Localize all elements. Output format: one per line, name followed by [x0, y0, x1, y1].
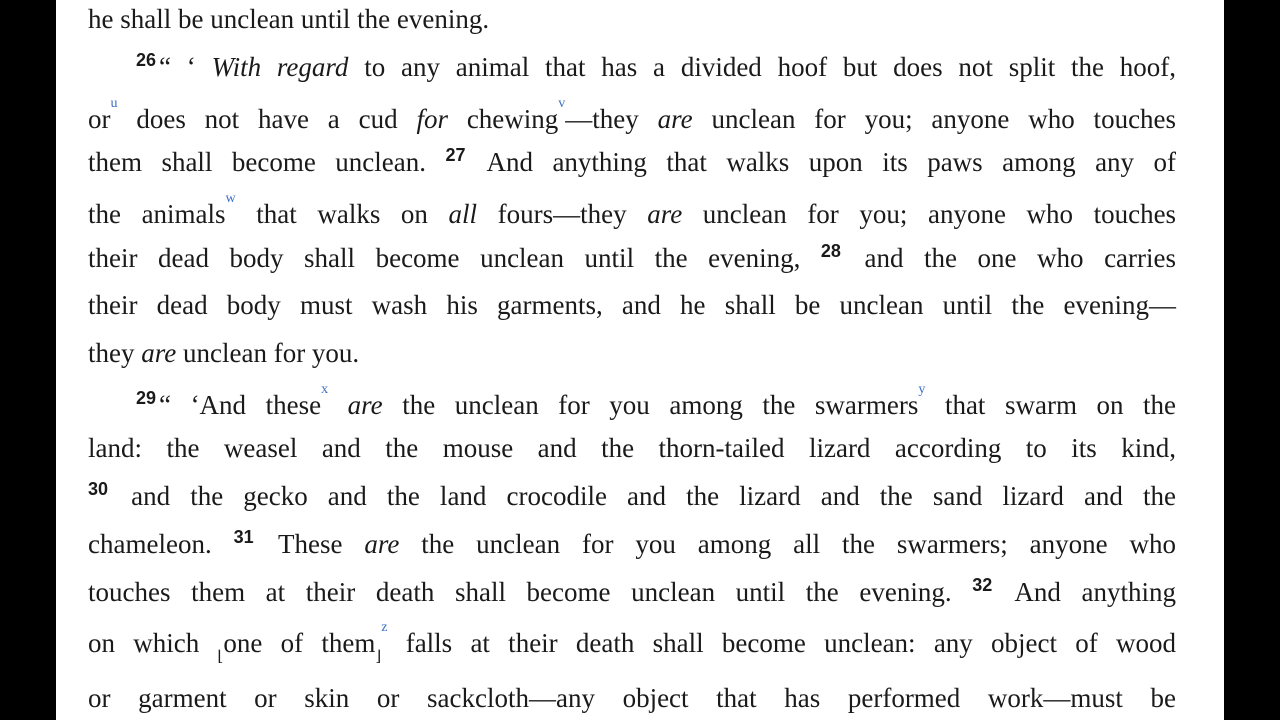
verse-text: the unclean for you among all the swarmers; anyone who	[421, 529, 1177, 559]
verse-text: And anything that walks upon its paws among any of	[486, 147, 1177, 177]
verse-text: one of them	[223, 628, 376, 658]
quote-mark: “ ‘	[159, 52, 196, 82]
text-line	[88, 576, 1176, 611]
text-line	[88, 528, 1176, 563]
verse-text: he shall be unclean until the evening.	[88, 4, 490, 34]
italic-word: are	[141, 338, 177, 368]
italic-word: all	[448, 199, 478, 229]
verse-text: their dead body must wash his garments, and he shall be unclean until the evening—	[88, 290, 1176, 320]
verse-number: 31	[233, 527, 254, 547]
verse-text: and the gecko and the land crocodile and the lizard and the sand lizard and the	[131, 481, 1177, 511]
verse-text: on which	[88, 628, 200, 658]
text-line	[88, 682, 1176, 714]
verse-number: 32	[972, 575, 993, 595]
verse-number: 30	[88, 479, 109, 499]
verse-text: they	[88, 338, 135, 368]
text-line	[136, 51, 1176, 86]
verse-text: chameleon.	[88, 529, 212, 559]
text-line	[136, 382, 1177, 424]
text-line	[88, 480, 1176, 515]
text-line	[88, 146, 1176, 181]
verse-text: unclean for you.	[183, 338, 360, 368]
verse-text: and the one who carries	[864, 243, 1177, 273]
italic-word: are	[647, 199, 683, 229]
verse-text: the unclean for you among the swarmers	[402, 390, 919, 420]
verse-text: falls at their death shall become unclean: any object of wood	[405, 628, 1177, 658]
verse-text: the animals	[88, 199, 226, 229]
verse-text: or	[88, 104, 111, 134]
italic-word: are	[364, 529, 400, 559]
verse-text: to any animal that has a divided hoof but does not split the hoof,	[364, 52, 1177, 82]
bracket-open: ⌊	[217, 649, 224, 665]
text-line	[88, 191, 1177, 230]
verse-text: —they	[565, 104, 639, 134]
verse-text: And anything	[1014, 577, 1177, 607]
verse-text: their dead body shall become unclean until the evening,	[88, 243, 801, 273]
footnote-link[interactable]: v	[558, 96, 566, 111]
verse-number: 26	[136, 50, 157, 70]
document-page	[56, 0, 1224, 720]
verse-text: unclean for you; anyone who touches	[702, 199, 1177, 229]
verse-text: chewing	[466, 104, 559, 134]
footnote-link[interactable]: u	[110, 96, 118, 111]
footnote-link[interactable]: x	[321, 382, 329, 397]
footnote-link[interactable]: y	[918, 382, 926, 397]
verse-text: unclean for you; anyone who touches	[711, 104, 1177, 134]
verse-text: fours—they	[497, 199, 627, 229]
text-line	[88, 3, 1176, 35]
text-line	[88, 289, 1176, 321]
verse-number: 27	[445, 145, 466, 165]
italic-word: are	[347, 390, 383, 420]
italic-word: for	[416, 104, 448, 134]
text-line	[88, 432, 1176, 464]
verse-text: or garment or skin or sackcloth—any object that has performed work—must be	[88, 683, 1176, 713]
footnote-link[interactable]: z	[381, 620, 388, 635]
verse-text: that walks on	[256, 199, 428, 229]
verse-text: does not have a cud	[136, 104, 398, 134]
verse-number: 29	[136, 388, 157, 408]
text-line	[88, 620, 1177, 665]
text-line	[88, 242, 1176, 277]
italic-word: With regard	[211, 52, 349, 82]
verse-number: 28	[820, 241, 841, 261]
verse-text: “ ‘And these	[159, 390, 322, 420]
verse-text: land: the weasel and the mouse and the thorn-tailed lizard according to its kind,	[88, 433, 1176, 463]
text-line	[88, 337, 1176, 369]
verse-text: that swarm on the	[944, 390, 1177, 420]
verse-text: touches them at their death shall become unclean until the evening.	[88, 577, 952, 607]
verse-text: These	[278, 529, 343, 559]
text-line	[88, 96, 1177, 135]
footnote-link[interactable]: w	[225, 191, 236, 206]
bracket-close: ⌋	[375, 649, 382, 665]
verse-text: them shall become unclean.	[88, 147, 427, 177]
italic-word: are	[657, 104, 693, 134]
